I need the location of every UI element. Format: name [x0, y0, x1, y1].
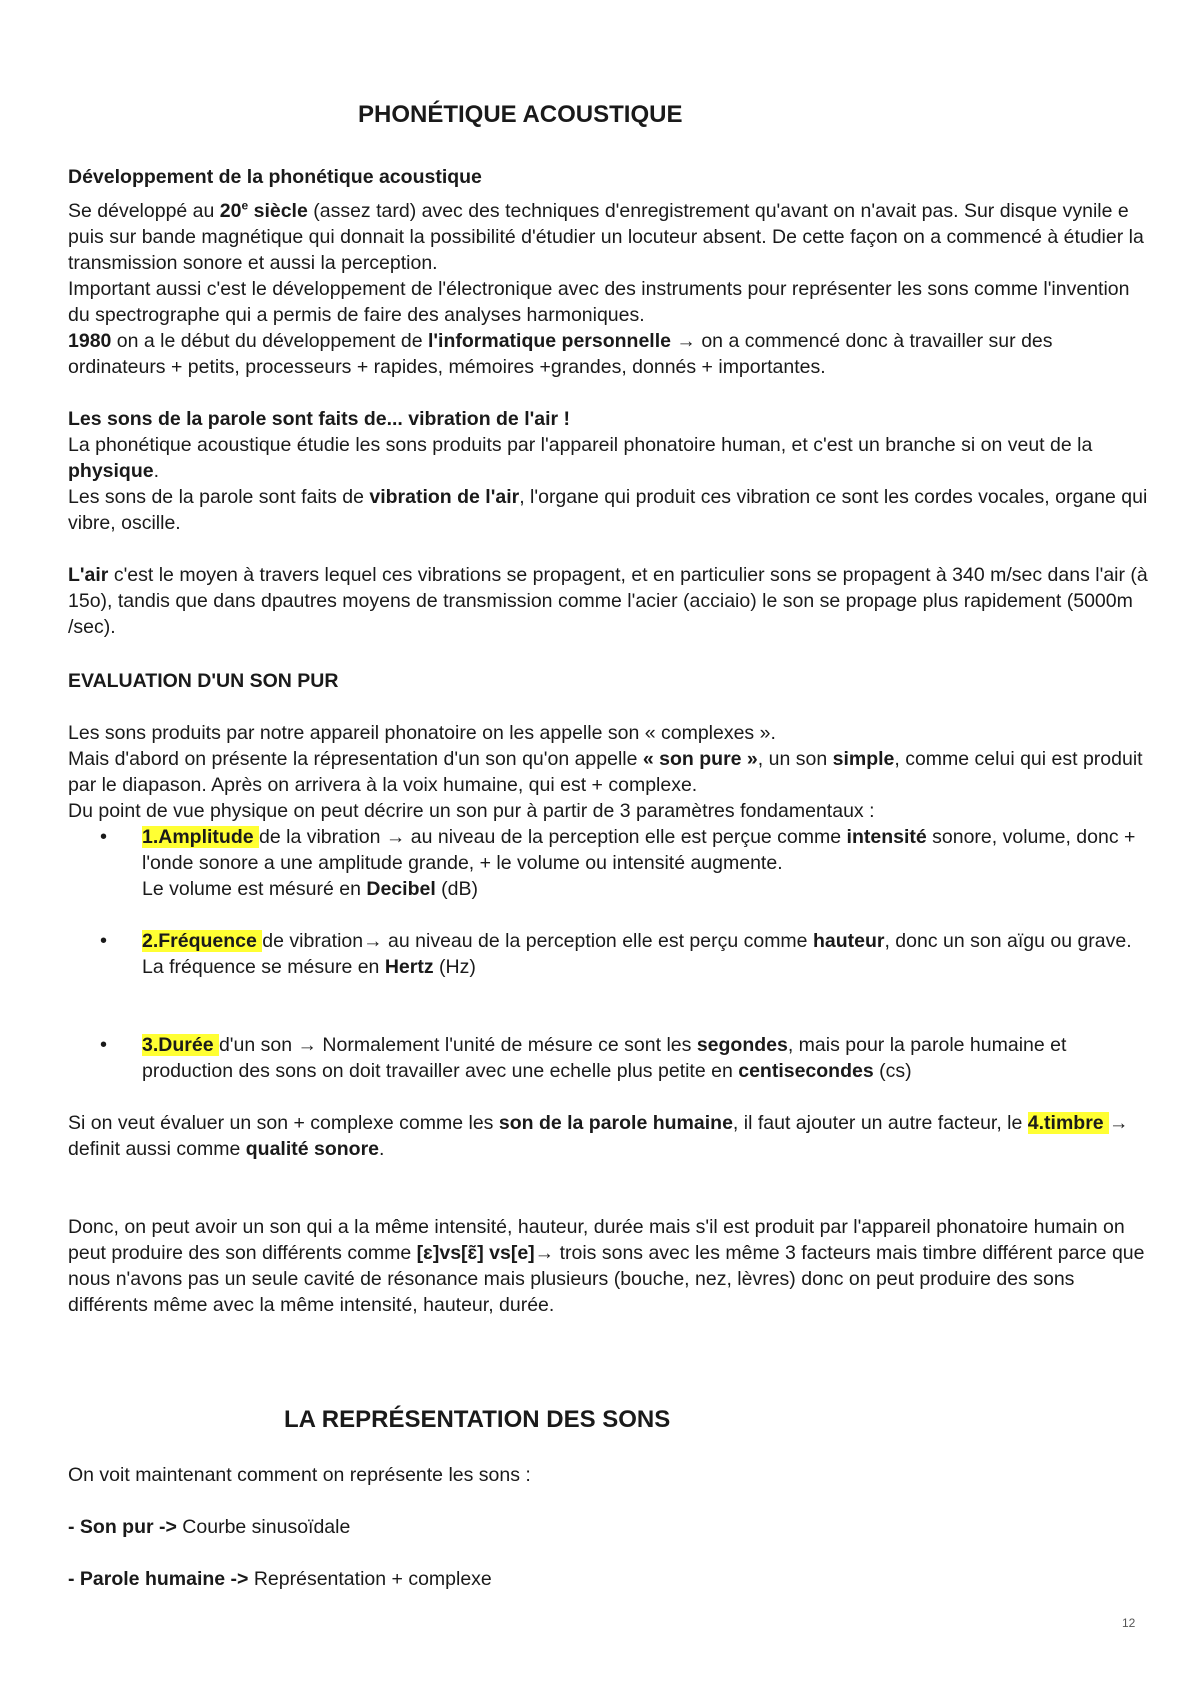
paragraph: Si on veut évaluer un son + complexe comme les son de la parole humaine, il faut ajouter un autre facteur, le 4.timbre → definit aussi comme qualité sonore. — [68, 1112, 1129, 1160]
bullet-icon: • — [100, 930, 108, 952]
section-heading: Les sons de la parole sont faits de... vibration de l'air ! — [68, 408, 571, 430]
list-line: - Son pur -> Courbe sinusoïdale — [68, 1516, 351, 1538]
paragraph: Donc, on peut avoir un son qui a la même intensité, hauteur, durée mais s'il est produit par l'appareil phonatoire humain on peut produire des son différents comme [ɛ]vs[ɛ̃] vs[e]→ trois sons avec les même 3 facteurs mais timbre différent parce que nous n'avons pas un seule cavité de résonance mais plusieurs (bouche, nez, lèvres) donc on peut produire des sons différents même avec la même intensité, hauteur, durée. — [68, 1216, 1145, 1316]
section-representation — [68, 1462, 1148, 1592]
paragraph: On voit maintenant comment on représente les sons : — [68, 1464, 531, 1486]
paragraph: Du point de vue physique on peut décrire un son pur à partir de 3 paramètres fondamentaux : — [68, 800, 875, 822]
paragraph: Mais d'abord on présente la répresentation d'un son qu'on appelle « son pure », un son simple, comme celui qui est produit par le diapason. Après on arrivera à la voix humaine, qui est + complexe. — [68, 748, 1143, 796]
section-heading: EVALUATION D'UN SON PUR — [68, 670, 339, 692]
section-title: LA REPRÉSENTATION DES SONS — [284, 1406, 671, 1433]
bullet-icon: • — [100, 1034, 108, 1056]
section-evaluation — [68, 668, 1148, 1318]
document-title: PHONÉTIQUE ACOUSTIQUE — [358, 101, 683, 128]
list-item-frequence: • 2.Fréquence de vibration→ au niveau de la perception elle est perçu comme hauteur, donc un son aïgu ou grave. La fréquence se mésure en Hertz (Hz) — [100, 930, 1132, 978]
paragraph: La phonétique acoustique étudie les sons produits par l'appareil phonatoire human, et c'est un branche si on veut de la physique. — [68, 434, 1093, 482]
paragraph: 1980 on a le début du développement de l'informatique personnelle → on a commencé donc à travailler sur des ordinateurs + petits, processeurs + rapides, mémoires +grandes, donnés + importantes. — [68, 330, 1053, 378]
list-item-amplitude: • 1.Amplitude de la vibration → au niveau de la perception elle est perçue comme intensité sonore, volume, donc + l'onde sonore a une amplitude grande, + le volume ou intensité augmente. Le volume est mésuré en Decibel (dB) — [100, 826, 1136, 900]
paragraph: Les sons produits par notre appareil phonatoire on les appelle son « complexes ». — [68, 722, 776, 744]
paragraph: Important aussi c'est le développement de l'électronique avec des instruments pour représenter les sons comme l'invention du spectrographe qui a permis de faire des analyses harmoniques. — [68, 278, 1130, 326]
section-vibration — [68, 406, 1148, 640]
paragraph: L'air c'est le moyen à travers lequel ces vibrations se propagent, et en particulier sons se propagent à 340 m/sec dans l'air (à 15o), tandis que dans dpautres moyens de transmission comme l'acier (acciaio) le son se propage plus rapidement (5000m /sec). — [68, 564, 1148, 638]
section-development — [68, 164, 1148, 380]
list-item-duree: • 3.Durée d'un son → Normalement l'unité de mésure ce sont les segondes, mais pour la parole humaine et production des sons on doit travailler avec une echelle plus petite en centisecondes (cs) — [100, 1034, 1067, 1082]
section-heading: Développement de la phonétique acoustique — [68, 166, 482, 188]
list-line: - Parole humaine -> Représentation + complexe — [68, 1568, 492, 1590]
bullet-icon: • — [100, 826, 108, 848]
paragraph: Se développé au 20e siècle (assez tard) avec des techniques d'enregistrement qu'avant on n'avait pas. Sur disque vynile e puis sur bande magnétique qui donnait la possibilité d'étudier un locuteur absent. De cette façon on a commencé à étudier la transmission sonore et aussi la perception. — [68, 198, 1144, 274]
paragraph: Les sons de la parole sont faits de vibration de l'air, l'organe qui produit ces vibration ce sont les cordes vocales, organe qui vibre, oscille. — [68, 486, 1148, 534]
parameter-list — [68, 824, 1148, 1084]
page-number: 12 — [1122, 1616, 1136, 1630]
